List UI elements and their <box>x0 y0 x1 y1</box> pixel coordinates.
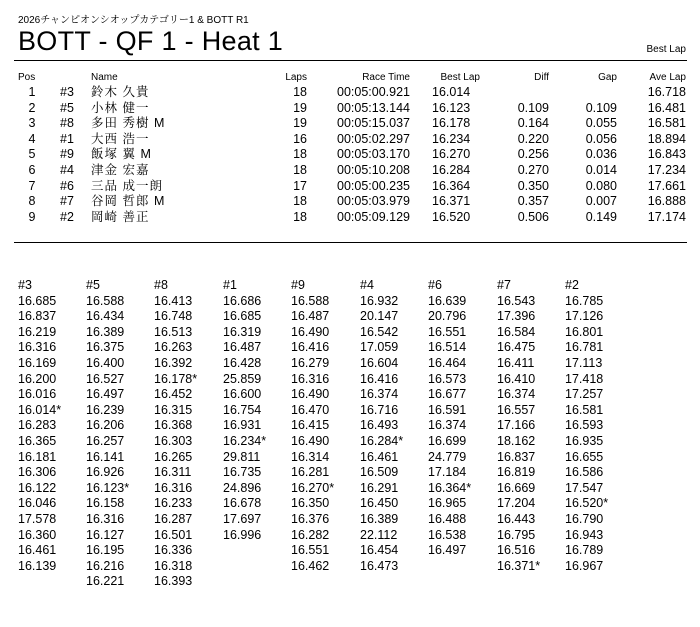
lap-time: 16.754 <box>223 402 262 417</box>
lap-time: 16.789 <box>565 543 604 558</box>
lap-time: 16.393 <box>154 574 193 589</box>
result-diff: 0.506 <box>517 209 549 224</box>
lap-time: 16.509 <box>360 465 399 480</box>
result-race-time: 00:05:09.129 <box>337 209 410 224</box>
lap-time: 16.678 <box>223 496 262 511</box>
lap-time: 16.257 <box>86 433 125 448</box>
lap-time: 16.374 <box>360 387 399 402</box>
header-gap: Gap <box>598 72 617 83</box>
result-row <box>0 101 700 117</box>
lap-column-header: #5 <box>86 278 100 292</box>
result-gap: 0.056 <box>585 131 617 146</box>
lap-time: 16.311 <box>154 465 192 480</box>
lap-time: 16.790 <box>565 511 604 526</box>
result-gap: 0.080 <box>585 178 617 193</box>
lap-time: 16.127 <box>86 527 125 542</box>
lap-column <box>497 278 563 574</box>
lap-time: 16.965 <box>428 496 467 511</box>
lap-column-header: #4 <box>360 278 374 292</box>
lap-time: 16.573 <box>428 371 467 386</box>
lap-time: 16.639 <box>428 293 467 308</box>
results-table <box>0 71 700 225</box>
result-gap: 0.055 <box>585 116 617 131</box>
lap-time: 16.685 <box>18 293 57 308</box>
result-row <box>0 163 700 179</box>
lap-time: 16.557 <box>497 402 536 417</box>
lap-time: 16.122 <box>18 480 57 495</box>
report-subtitle: 2026チャンピオンシオップカテゴリー1 & BOTT R1 <box>18 15 249 26</box>
lap-time: 24.779 <box>428 449 467 464</box>
result-race-time: 00:05:03.170 <box>337 147 410 162</box>
result-kart-number: #2 <box>60 209 74 224</box>
lap-time: 17.697 <box>223 511 262 526</box>
result-best-lap: 16.520 <box>432 209 471 224</box>
lap-time: 16.490 <box>291 387 330 402</box>
lap-time: 16.411 <box>497 355 535 370</box>
lap-time: 16.416 <box>291 340 330 355</box>
lap-time: 16.699 <box>428 433 467 448</box>
lap-time: 16.677 <box>428 387 467 402</box>
result-best-lap: 16.364 <box>432 178 471 193</box>
result-row <box>0 210 700 226</box>
result-driver-name: 大西 浩一 <box>91 131 150 146</box>
result-laps: 18 <box>293 209 307 224</box>
lap-time: 16.487 <box>291 309 330 324</box>
lap-time: 16.169 <box>18 355 57 370</box>
result-race-time: 00:05:13.144 <box>337 100 410 115</box>
lap-column-header: #8 <box>154 278 168 292</box>
result-ave-lap: 17.174 <box>647 209 686 224</box>
lap-time: 16.314 <box>291 449 330 464</box>
result-row <box>0 179 700 195</box>
lap-time: 16.360 <box>18 527 57 542</box>
lap-time: 16.497 <box>86 387 125 402</box>
result-pos: 1 <box>28 85 36 99</box>
lap-time: 16.392 <box>154 355 193 370</box>
result-pos: 8 <box>28 194 36 209</box>
lap-time: 16.178* <box>154 371 198 386</box>
lap-time: 16.593 <box>565 418 604 433</box>
lap-time: 16.263 <box>154 340 193 355</box>
result-diff: 0.357 <box>517 194 549 209</box>
lap-time: 16.464 <box>428 355 467 370</box>
lap-time: 16.514 <box>428 340 467 355</box>
lap-time: 16.926 <box>86 465 125 480</box>
lap-time: 16.450 <box>360 496 399 511</box>
lap-time: 18.162 <box>497 433 536 448</box>
lap-time: 16.316 <box>291 371 330 386</box>
lap-time: 16.501 <box>154 527 193 542</box>
result-driver-name: 小林 健一 <box>91 100 150 115</box>
lap-time: 16.996 <box>223 527 262 542</box>
lap-time: 16.584 <box>497 324 536 339</box>
lap-time: 16.543 <box>497 293 536 308</box>
lap-time: 16.389 <box>360 511 399 526</box>
result-pos: 4 <box>28 131 36 146</box>
result-row <box>0 85 700 101</box>
result-gap: 0.014 <box>585 162 617 177</box>
lap-column <box>291 278 357 574</box>
result-best-lap: 16.234 <box>432 131 471 146</box>
result-gap: 0.109 <box>585 100 617 115</box>
result-ave-lap: 17.661 <box>647 178 686 193</box>
result-ave-lap: 16.888 <box>647 194 686 209</box>
lap-column <box>428 278 494 559</box>
lap-time: 16.410 <box>497 371 536 386</box>
lap-column-header: #1 <box>223 278 237 292</box>
lap-time: 16.283 <box>18 418 57 433</box>
lap-time: 16.588 <box>291 293 330 308</box>
lap-time: 16.281 <box>291 465 330 480</box>
lap-time: 16.181 <box>18 449 57 464</box>
lap-time: 16.781 <box>565 340 604 355</box>
lap-time: 16.935 <box>565 433 604 448</box>
header-diff: Diff <box>534 72 549 83</box>
lap-time: 16.551 <box>291 543 330 558</box>
lap-time: 16.306 <box>18 465 57 480</box>
lap-column-header: #6 <box>428 278 442 292</box>
lap-time: 16.475 <box>497 340 536 355</box>
lap-time: 16.374 <box>497 387 536 402</box>
header-laps: Laps <box>285 72 307 83</box>
lap-time: 17.113 <box>565 355 603 370</box>
lap-time: 16.538 <box>428 527 467 542</box>
lap-time: 17.257 <box>565 387 604 402</box>
lap-time: 16.527 <box>86 371 125 386</box>
lap-column-header: #2 <box>565 278 579 292</box>
header-ave-lap: Ave Lap <box>649 72 686 83</box>
header-name: Name <box>91 72 118 83</box>
result-gap: 0.036 <box>585 147 617 162</box>
lap-time: 16.591 <box>428 402 467 417</box>
result-ave-lap: 16.718 <box>647 85 686 99</box>
lap-column-header: #9 <box>291 278 305 292</box>
result-race-time: 00:05:03.979 <box>337 194 410 209</box>
lap-time: 16.374 <box>428 418 467 433</box>
top-rule <box>14 60 687 61</box>
lap-time: 16.748 <box>154 309 193 324</box>
lap-time: 16.239 <box>86 402 125 417</box>
result-diff: 0.350 <box>517 178 549 193</box>
result-race-time: 00:05:00.921 <box>337 85 410 99</box>
result-gap: 0.007 <box>585 194 617 209</box>
lap-time: 16.516 <box>497 543 536 558</box>
lap-time: 17.578 <box>18 511 57 526</box>
result-kart-number: #7 <box>60 194 74 209</box>
lap-time: 16.233 <box>154 496 193 511</box>
lap-time: 17.547 <box>565 480 604 495</box>
header-pos: Pos <box>18 72 36 83</box>
lap-time: 16.837 <box>18 309 57 324</box>
result-diff: 0.270 <box>517 162 549 177</box>
result-driver-name: 飯塚 翼 M <box>91 147 152 162</box>
result-laps: 18 <box>293 85 307 99</box>
result-kart-number: #5 <box>60 100 74 115</box>
lap-time: 16.837 <box>497 449 536 464</box>
lap-time: 16.316 <box>86 511 125 526</box>
result-pos: 7 <box>28 178 36 193</box>
lap-time: 16.542 <box>360 324 399 339</box>
lap-time: 16.014* <box>18 402 62 417</box>
lap-column <box>565 278 631 574</box>
lap-column-header: #7 <box>497 278 511 292</box>
result-best-lap: 16.178 <box>432 116 471 131</box>
result-row <box>0 132 700 148</box>
lap-time: 16.581 <box>565 402 604 417</box>
lap-time: 16.443 <box>497 511 536 526</box>
lap-time: 16.319 <box>223 324 262 339</box>
lap-column-header: #3 <box>18 278 32 292</box>
lap-time: 16.415 <box>291 418 330 433</box>
lap-time: 16.234* <box>223 433 267 448</box>
lap-column <box>18 278 84 574</box>
lap-time: 16.364* <box>428 480 472 495</box>
lap-time: 16.473 <box>360 558 399 573</box>
lap-time: 16.389 <box>86 324 125 339</box>
header-best-lap: Best Lap <box>440 72 480 83</box>
lap-time: 16.434 <box>86 309 125 324</box>
lap-time: 17.204 <box>497 496 536 511</box>
lap-time: 17.059 <box>360 340 399 355</box>
lap-time: 16.350 <box>291 496 330 511</box>
lap-time: 16.462 <box>291 558 330 573</box>
lap-time: 16.801 <box>565 324 604 339</box>
lap-time: 16.016 <box>18 387 57 402</box>
header-race-time: Race Time <box>362 72 410 83</box>
lap-time: 16.303 <box>154 433 193 448</box>
lap-time: 16.376 <box>291 511 330 526</box>
lap-time: 16.470 <box>291 402 330 417</box>
lap-time: 16.318 <box>154 558 193 573</box>
lap-time: 17.184 <box>428 465 467 480</box>
result-pos: 5 <box>28 147 36 162</box>
lap-time: 16.488 <box>428 511 467 526</box>
lap-time: 17.126 <box>565 309 604 324</box>
lap-time: 16.943 <box>565 527 604 542</box>
lap-time: 16.195 <box>86 543 125 558</box>
lap-time: 16.279 <box>291 355 330 370</box>
lap-time: 20.796 <box>428 309 467 324</box>
result-driver-name: 三品 成一朗 <box>91 178 163 193</box>
lap-time: 16.497 <box>428 543 467 558</box>
lap-time: 16.221 <box>86 574 125 589</box>
lap-time: 16.270* <box>291 480 335 495</box>
result-ave-lap: 16.843 <box>647 147 686 162</box>
result-diff: 0.256 <box>517 147 549 162</box>
lap-time: 16.655 <box>565 449 604 464</box>
result-race-time: 00:05:15.037 <box>337 116 410 131</box>
lap-time: 16.604 <box>360 355 399 370</box>
result-row <box>0 194 700 210</box>
lap-time: 16.265 <box>154 449 193 464</box>
result-pos: 6 <box>28 162 36 177</box>
lap-time: 22.112 <box>360 527 398 542</box>
lap-time: 16.493 <box>360 418 399 433</box>
result-kart-number: #1 <box>60 131 74 146</box>
lap-time: 16.490 <box>291 324 330 339</box>
result-best-lap: 16.284 <box>432 162 471 177</box>
lap-time: 16.158 <box>86 496 125 511</box>
lap-time: 25.859 <box>223 371 262 386</box>
lap-time: 16.219 <box>18 324 57 339</box>
results-header-row <box>0 71 700 85</box>
lap-time: 16.513 <box>154 324 193 339</box>
result-best-lap: 16.014 <box>432 85 471 99</box>
lap-time: 24.896 <box>223 480 262 495</box>
lap-time: 16.586 <box>565 465 604 480</box>
lap-time: 16.123* <box>86 480 130 495</box>
result-ave-lap: 16.481 <box>647 100 686 115</box>
result-best-lap: 16.123 <box>432 100 471 115</box>
result-laps: 19 <box>293 116 307 131</box>
result-kart-number: #6 <box>60 178 74 193</box>
lap-time: 16.932 <box>360 293 399 308</box>
lap-time: 16.046 <box>18 496 57 511</box>
lap-time: 16.461 <box>18 543 57 558</box>
result-driver-name: 多田 秀樹 M <box>91 116 166 131</box>
lap-column <box>360 278 426 574</box>
lap-time: 29.811 <box>223 449 261 464</box>
result-laps: 18 <box>293 162 307 177</box>
lap-time: 17.166 <box>497 418 536 433</box>
lap-time: 16.931 <box>223 418 262 433</box>
result-laps: 19 <box>293 100 307 115</box>
lap-time: 17.396 <box>497 309 536 324</box>
lap-time: 16.316 <box>18 340 57 355</box>
result-race-time: 00:05:02.297 <box>337 131 410 146</box>
result-laps: 18 <box>293 194 307 209</box>
result-ave-lap: 17.234 <box>647 162 686 177</box>
result-driver-name: 鈴木 久貴 <box>91 85 150 99</box>
lap-times-grid <box>0 278 700 623</box>
best-lap-label: Best Lap <box>646 44 686 55</box>
lap-time: 16.588 <box>86 293 125 308</box>
lap-time: 16.141 <box>86 449 125 464</box>
lap-time: 16.413 <box>154 293 193 308</box>
lap-time: 16.716 <box>360 402 399 417</box>
result-gap: 0.149 <box>585 209 617 224</box>
result-kart-number: #9 <box>60 147 74 162</box>
lap-column <box>223 278 289 543</box>
result-ave-lap: 16.581 <box>647 116 686 131</box>
result-kart-number: #3 <box>60 85 74 99</box>
result-row <box>0 147 700 163</box>
lap-time: 16.735 <box>223 465 262 480</box>
result-laps: 18 <box>293 147 307 162</box>
lap-time: 20.147 <box>360 309 399 324</box>
result-driver-name: 岡崎 善正 <box>91 209 150 224</box>
lap-time: 16.490 <box>291 433 330 448</box>
result-kart-number: #8 <box>60 116 74 131</box>
lap-time: 16.316 <box>154 480 193 495</box>
lap-time: 17.418 <box>565 371 604 386</box>
lap-time: 16.428 <box>223 355 262 370</box>
result-ave-lap: 18.894 <box>647 131 686 146</box>
lap-time: 16.520* <box>565 496 609 511</box>
lap-time: 16.967 <box>565 558 604 573</box>
lap-time: 16.669 <box>497 480 536 495</box>
lap-time: 16.365 <box>18 433 57 448</box>
result-pos: 3 <box>28 116 36 131</box>
lap-time: 16.600 <box>223 387 262 402</box>
result-race-time: 00:05:10.208 <box>337 162 410 177</box>
lap-time: 16.282 <box>291 527 330 542</box>
lap-time: 16.291 <box>360 480 399 495</box>
lap-time: 16.452 <box>154 387 193 402</box>
lap-time: 16.686 <box>223 293 262 308</box>
lap-time: 16.454 <box>360 543 399 558</box>
result-pos: 9 <box>28 209 36 224</box>
lap-time: 16.685 <box>223 309 262 324</box>
lap-time: 16.785 <box>565 293 604 308</box>
lap-time: 16.551 <box>428 324 467 339</box>
lap-column <box>86 278 152 590</box>
lap-time: 16.336 <box>154 543 193 558</box>
lap-time: 16.819 <box>497 465 536 480</box>
result-driver-name: 谷岡 哲郎 M <box>91 194 166 209</box>
bottom-rule <box>14 242 687 243</box>
result-best-lap: 16.270 <box>432 147 471 162</box>
lap-time: 16.368 <box>154 418 193 433</box>
result-diff: 0.109 <box>517 100 549 115</box>
result-diff: 0.220 <box>517 131 549 146</box>
lap-time: 16.200 <box>18 371 57 386</box>
result-diff: 0.164 <box>517 116 549 131</box>
lap-time: 16.315 <box>154 402 193 417</box>
lap-time: 16.206 <box>86 418 125 433</box>
lap-time: 16.284* <box>360 433 404 448</box>
result-race-time: 00:05:00.235 <box>337 178 410 193</box>
lap-time: 16.375 <box>86 340 125 355</box>
result-driver-name: 津金 宏嘉 <box>91 162 150 177</box>
lap-time: 16.795 <box>497 527 536 542</box>
lap-time: 16.416 <box>360 371 399 386</box>
lap-time: 16.461 <box>360 449 399 464</box>
lap-time: 16.400 <box>86 355 125 370</box>
result-pos: 2 <box>28 100 36 115</box>
lap-time: 16.216 <box>86 558 125 573</box>
result-laps: 17 <box>293 178 307 193</box>
report-title: BOTT - QF 1 - Heat 1 <box>18 26 284 56</box>
result-kart-number: #4 <box>60 162 74 177</box>
lap-time: 16.139 <box>18 558 57 573</box>
lap-time: 16.371* <box>497 558 541 573</box>
lap-column <box>154 278 220 590</box>
lap-time: 16.487 <box>223 340 262 355</box>
lap-time: 16.287 <box>154 511 193 526</box>
result-best-lap: 16.371 <box>432 194 471 209</box>
result-laps: 16 <box>293 131 307 146</box>
result-row <box>0 116 700 132</box>
